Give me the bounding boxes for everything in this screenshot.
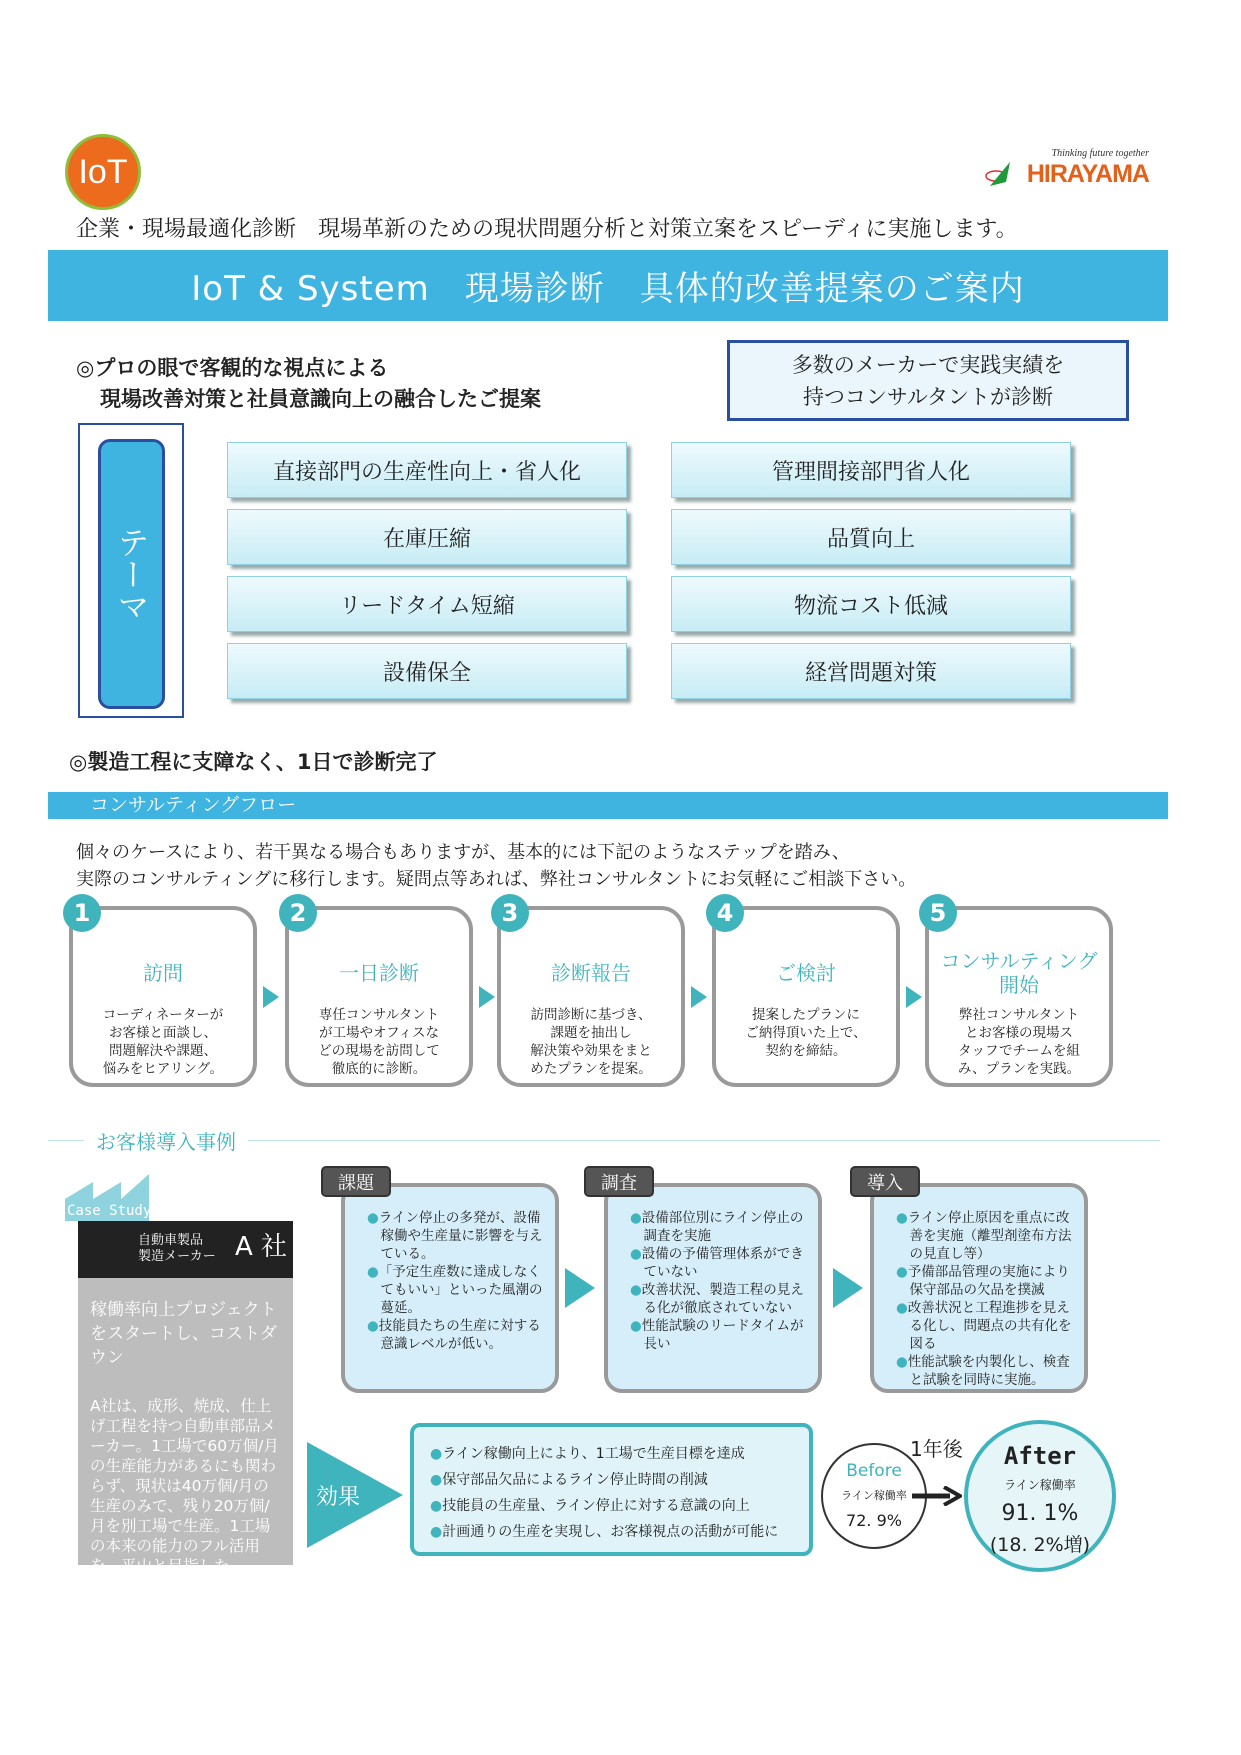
after-metric: ライン稼働率 (1004, 1478, 1076, 1492)
arrow-right-icon (479, 986, 495, 1008)
step-title: 診断報告 (551, 961, 631, 985)
before-label: Before (846, 1461, 902, 1481)
case-box-item: ●予備部品管理の実施により保守部品の欠品を撲滅 (896, 1264, 1070, 1298)
case-box-item: ●設備部位別にライン停止の調査を実施 (630, 1210, 804, 1244)
step-desc: 弊社コンサルタント とお客様の現場ス タッフでチームを組 み、プランを実践。 (957, 1007, 1081, 1077)
step-number: 1 (63, 894, 101, 932)
theme-item: リードタイム短縮 (227, 576, 627, 632)
after-circle (964, 1420, 1116, 1572)
step-desc: コーディネーターが お客様と面談し、 問題解決や課題、 悩みをヒアリング。 (102, 1007, 224, 1077)
case-box-item: ●「予定生産数に達成しなくてもいい」といった風潮の蔓延。 (367, 1264, 543, 1316)
case-box-item: ●ライン停止原因を重点に改善を実施（離型剤塗布方法の見直し等） (896, 1210, 1072, 1262)
before-value: 72. 9% (846, 1511, 902, 1530)
after-label: After (1003, 1442, 1077, 1470)
flow-step (69, 906, 257, 1087)
case-box-tab: 課題 (321, 1166, 391, 1197)
step-title: ご検討 (776, 961, 836, 985)
logo-tagline: Thinking future together (1051, 148, 1149, 159)
theme-item: 設備保全 (227, 643, 627, 699)
flow-intro-1: 個々のケースにより、若干異なる場合もありますが、基本的には下記のようなステップを踏み、 (76, 842, 850, 863)
page-title: IoT & System 現場診断 具体的改善提案のご案内 (48, 250, 1168, 321)
step-title: 一日診断 (339, 961, 419, 985)
case-box-item: ●改善状況と工程進捗を見える化し、問題点の共有化を図る (896, 1300, 1072, 1352)
callout-line-1: 多数のメーカーで実践実績を (791, 353, 1065, 377)
step-desc: 専任コンサルタント が工場やオフィスな どの現場を訪問して 徹底的に診断。 (318, 1007, 440, 1077)
callout-box (727, 340, 1129, 421)
flow-step (285, 906, 473, 1087)
case-box-item: ●性能試験を内製化し、検査と試験を同時に実施。 (896, 1354, 1070, 1388)
case-box (341, 1183, 559, 1393)
flow-step (712, 906, 900, 1087)
effect-item: ●技能員の生産量、ライン停止に対する意識の向上 (430, 1498, 750, 1514)
company-line-1: 自動車製品 (138, 1233, 204, 1248)
subtitle: 企業・現場最適化診断 現場革新のための現状問題分析と対策立案をスピーディに実施します。 (76, 217, 1018, 242)
flow-intro-2: 実際のコンサルティングに移行します。疑問点等あれば、弊社コンサルタントにお気軽にご相談下さい。 (76, 869, 917, 890)
flow-step (925, 906, 1113, 1087)
case-box-item: ●ライン停止の多発が、設備稼働や生産量に影響を与えている。 (367, 1210, 543, 1262)
company-bar (78, 1221, 293, 1278)
step-number: 4 (706, 894, 744, 932)
case-study-badge: Case Study (67, 1203, 152, 1219)
logo-mark-icon (984, 160, 1014, 188)
case-section-title: お客様導入事例 (84, 1126, 248, 1155)
effect-box (410, 1423, 813, 1556)
theme-item: 直接部門の生産性向上・省人化 (227, 442, 627, 498)
logo-name: HIRAYAMA (1026, 160, 1149, 188)
step-title: 訪問 (143, 961, 183, 985)
case-summary (78, 1278, 293, 1575)
after-value: 91. 1% (1001, 1501, 1079, 1526)
case-box (604, 1183, 822, 1393)
arrow-right-icon (833, 1268, 863, 1308)
intro-line-1: ◎プロの眼で客観的な視点による (76, 356, 389, 380)
step-number: 3 (491, 894, 529, 932)
callout-line-2: 持つコンサルタントが診断 (802, 385, 1054, 409)
arrow-right-icon (565, 1268, 595, 1308)
hirayama-logo (984, 148, 1149, 190)
iot-badge: IoT (65, 134, 141, 210)
flow-step (497, 906, 685, 1087)
step-number: 5 (919, 894, 957, 932)
theme-item: 管理間接部門省人化 (671, 442, 1071, 498)
before-metric: ライン稼働率 (841, 1489, 907, 1502)
theme-item: 在庫圧縮 (227, 509, 627, 565)
arrow-right-icon (912, 1486, 962, 1506)
oneday-heading: ◎製造工程に支障なく、1日で診断完了 (69, 750, 438, 774)
effect-label: 効果 (316, 1485, 361, 1510)
case-box (870, 1183, 1088, 1393)
theme-item: 品質向上 (671, 509, 1071, 565)
step-title: コンサルティング 開始 (940, 949, 1098, 997)
effect-item: ●ライン稼働向上により、1工場で生産目標を達成 (430, 1446, 745, 1462)
intro-line-2: 現場改善対策と社員意識向上の融合したご提案 (100, 387, 541, 411)
case-box-item: ●性能試験のリードタイムが長い (630, 1318, 804, 1352)
step-desc: 訪問診断に基づき、 課題を抽出し 解決策や効果をまと めたプランを提案。 (530, 1007, 652, 1077)
theme-item: 経営問題対策 (671, 643, 1071, 699)
company-line-2: 製造メーカー (138, 1249, 216, 1264)
arrow-right-icon (263, 986, 279, 1008)
effect-item: ●保守部品欠品によるライン停止時間の削減 (430, 1472, 708, 1488)
after-period: 1年後 (910, 1437, 963, 1461)
case-headline: 稼働率向上プロジェクトをスタートし、コストダウン (90, 1300, 277, 1368)
flow-title: コンサルティングフロー (48, 792, 1168, 819)
case-box-item: ●改善状況、製造工程の見える化が徹底されていない (630, 1282, 804, 1316)
case-box-item: ●設備の予備管理体系ができていない (630, 1246, 804, 1280)
step-number: 2 (279, 894, 317, 932)
after-delta: (18. 2%増) (989, 1534, 1091, 1556)
case-box-item: ●技能員たちの生産に対する意識レベルが低い。 (367, 1318, 541, 1352)
arrow-right-icon (906, 986, 922, 1008)
arrow-right-icon (691, 986, 707, 1008)
case-box-tab: 導入 (850, 1166, 920, 1197)
theme-label: テーマ (98, 439, 165, 709)
theme-item: 物流コスト低減 (671, 576, 1071, 632)
case-box-tab: 調査 (584, 1166, 654, 1197)
case-body: A社は、成形、焼成、仕上げ工程を持つ自動車部品メーカー。1工場で60万個/月の生産能力があるにも関わらず、現状は40万個/月の生産のみで、残り20万個/月を別工場で生産。1工場の本来の能力のフル活用を、平山と目指した。 (90, 1397, 279, 1575)
company-name: A 社 (234, 1232, 287, 1262)
step-desc: 提案したプランに ご納得頂いた上で、 契約を締結。 (745, 1007, 867, 1059)
effect-item: ●計画通りの生産を実現し、お客様視点の活動が可能に (430, 1524, 779, 1540)
